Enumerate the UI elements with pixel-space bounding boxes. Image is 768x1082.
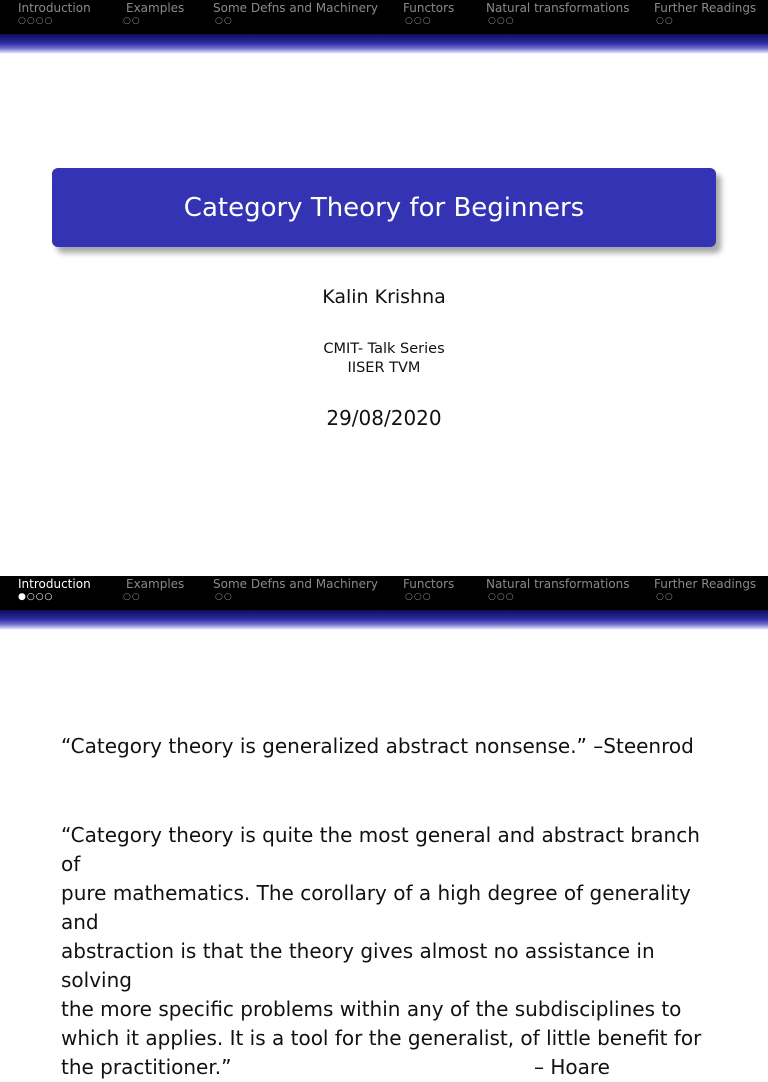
quotes-slide: [0, 576, 768, 1079]
nav-section-defns[interactable]: Some Defns and Machinery: [213, 1, 379, 15]
presentation-title: Category Theory for Beginners: [183, 192, 585, 223]
nav-dots-examples[interactable]: ○○: [123, 592, 141, 602]
nav-dots-natural-transformations[interactable]: ○○○: [488, 592, 515, 602]
nav-dots-further-readings[interactable]: ○○: [656, 16, 674, 26]
nav-dots-functors[interactable]: ○○○: [405, 592, 432, 602]
nav-dots-further-readings[interactable]: ○○: [656, 592, 674, 602]
nav-section-further-readings[interactable]: Further Readings: [654, 577, 757, 591]
hoare-attribution: – Hoare: [534, 1055, 610, 1079]
nav-dots-introduction[interactable]: ○○○○: [18, 16, 54, 26]
nav-dots-natural-transformations[interactable]: ○○○: [488, 16, 515, 26]
nav-dots-functors[interactable]: ○○○: [405, 16, 432, 26]
nav-dots-defns[interactable]: ○○: [215, 592, 233, 602]
nav-section-natural-transformations[interactable]: Natural transformations: [486, 577, 630, 591]
nav-section-defns[interactable]: Some Defns and Machinery: [213, 577, 379, 591]
hoare-quote-line: the practitioner.”: [61, 1055, 232, 1079]
nav-dots-examples[interactable]: ○○: [123, 16, 141, 26]
steenrod-quote: “Category theory is generalized abstract nonsense.” –Steenrod: [61, 734, 694, 758]
author-name: Kalin Krishna: [322, 286, 446, 308]
hoare-quote-line: the more specific problems within any of the subdisciplines to: [61, 997, 682, 1021]
hoare-quote-line: “Category theory is quite the most general and abstract branch of: [61, 823, 700, 876]
institute: [0, 340, 768, 378]
hoare-quote-line: which it applies. It is a tool for the generalist, of little benefit for: [61, 1026, 702, 1050]
hoare-quote-line: abstraction is that the theory gives almost no assistance in solving: [61, 939, 655, 992]
nav-dots-introduction[interactable]: ●○○○: [18, 592, 54, 602]
nav-section-examples[interactable]: Examples: [126, 577, 185, 591]
section-navigation-bar: [0, 576, 768, 610]
nav-dots-defns[interactable]: ○○: [215, 16, 233, 26]
nav-section-functors[interactable]: Functors: [403, 1, 455, 15]
nav-section-introduction[interactable]: Introduction: [18, 577, 91, 591]
nav-section-introduction[interactable]: Introduction: [18, 1, 91, 15]
hoare-quote: [61, 821, 721, 1082]
nav-section-further-readings[interactable]: Further Readings: [654, 1, 757, 15]
nav-section-natural-transformations[interactable]: Natural transformations: [486, 1, 630, 15]
institute-line-2: IISER TVM: [347, 360, 421, 376]
title-box: [52, 168, 716, 247]
nav-section-examples[interactable]: Examples: [126, 1, 185, 15]
hoare-quote-last-line: [61, 1053, 721, 1082]
section-navigation-bar: [0, 0, 768, 34]
presentation-date: 29/08/2020: [326, 406, 442, 430]
nav-section-functors[interactable]: Functors: [403, 577, 455, 591]
institute-line-1: CMIT- Talk Series: [323, 341, 445, 357]
hoare-quote-line: pure mathematics. The corollary of a high degree of generality and: [61, 881, 691, 934]
